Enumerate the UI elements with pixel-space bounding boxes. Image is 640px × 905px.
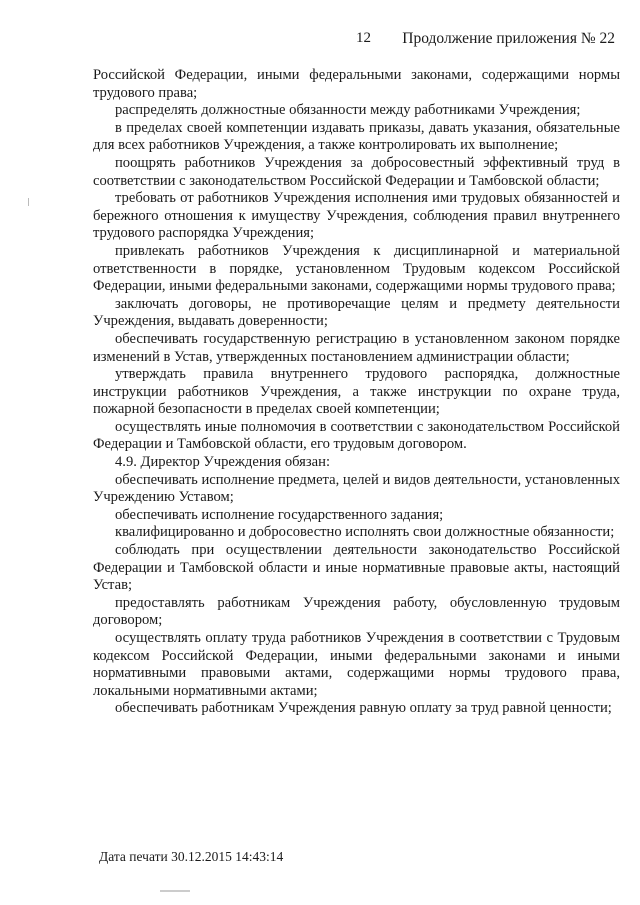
paragraph: Российской Федерации, иными федеральными законами, содержащими нормы трудового права; [93, 67, 620, 101]
print-date-footer: Дата печати 30.12.2015 14:43:14 [99, 849, 284, 864]
scan-artifact [160, 890, 190, 892]
paragraph: предоставлять работникам Учреждения работу, обусловленную трудовым договором; [93, 594, 620, 629]
paragraph: обеспечивать исполнение государственного задания; [115, 506, 444, 523]
document-body [93, 67, 620, 718]
paragraph: обеспечивать исполнение предмета, целей и видов деятельности, установленных Учреждению Уставом; [93, 471, 620, 506]
page-number: 12 [356, 30, 371, 46]
page-header [0, 30, 640, 50]
paragraph: обеспечивать работникам Учреждения равную оплату за труд равной ценности; [115, 700, 612, 717]
paragraph: требовать от работников Учреждения исполнения ими трудовых обязанностей и бережного отношения к имуществу Учреждения, соблюдения правил внутреннего трудового распорядка Учреждения; [93, 190, 620, 242]
scan-artifact [28, 198, 29, 206]
paragraph: привлекать работников Учреждения к дисциплинарной и материальной ответственности в порядке, установленном Трудовым кодексом Российской Федерации, иными федеральными законами, содержащими нормы трудового права; [93, 242, 620, 295]
paragraph: поощрять работников Учреждения за добросовестный эффективный труд в соответствии с законодательством Российской Федерации и Тамбовской области; [93, 154, 620, 189]
appendix-continuation-title: Продолжение приложения № 22 [402, 30, 615, 47]
paragraph: квалифицированно и добросовестно исполнять свои должностные обязанности; [115, 524, 615, 541]
paragraph: обеспечивать государственную регистрацию в установленном законом порядке изменений в Устав, утвержденных постановлением администрации области; [93, 330, 620, 365]
paragraph: осуществлять иные полномочия в соответствии с законодательством Российской Федерации и Тамбовской области, его трудовым договором. [93, 418, 620, 453]
paragraph: соблюдать при осуществлении деятельности законодательство Российской Федерации и Тамбовской области и иные нормативные правовые акты, настоящий Устав; [93, 542, 620, 594]
paragraph: заключать договоры, не противоречащие целям и предмету деятельности Учреждения, выдавать доверенности; [93, 295, 620, 330]
paragraph: распределять должностные обязанности между работниками Учреждения; [115, 102, 581, 119]
paragraph: в пределах своей компетенции издавать приказы, давать указания, обязательные для всех работников Учреждения, а также контролировать их выполнение; [93, 119, 620, 154]
paragraph: утверждать правила внутреннего трудового распорядка, должностные инструкции работников Учреждения, а также инструкции по охране труда, пожарной безопасности в пределах своей компетенции; [93, 366, 620, 418]
paragraph: осуществлять оплату труда работников Учреждения в соответствии с Трудовым кодексом Российской Федерации, иными федеральными законами и иными нормативными правовыми актами, содержащими нормы трудового права, локальными нормативными актами; [93, 630, 620, 699]
section-heading: 4.9. Директор Учреждения обязан: [115, 454, 330, 471]
